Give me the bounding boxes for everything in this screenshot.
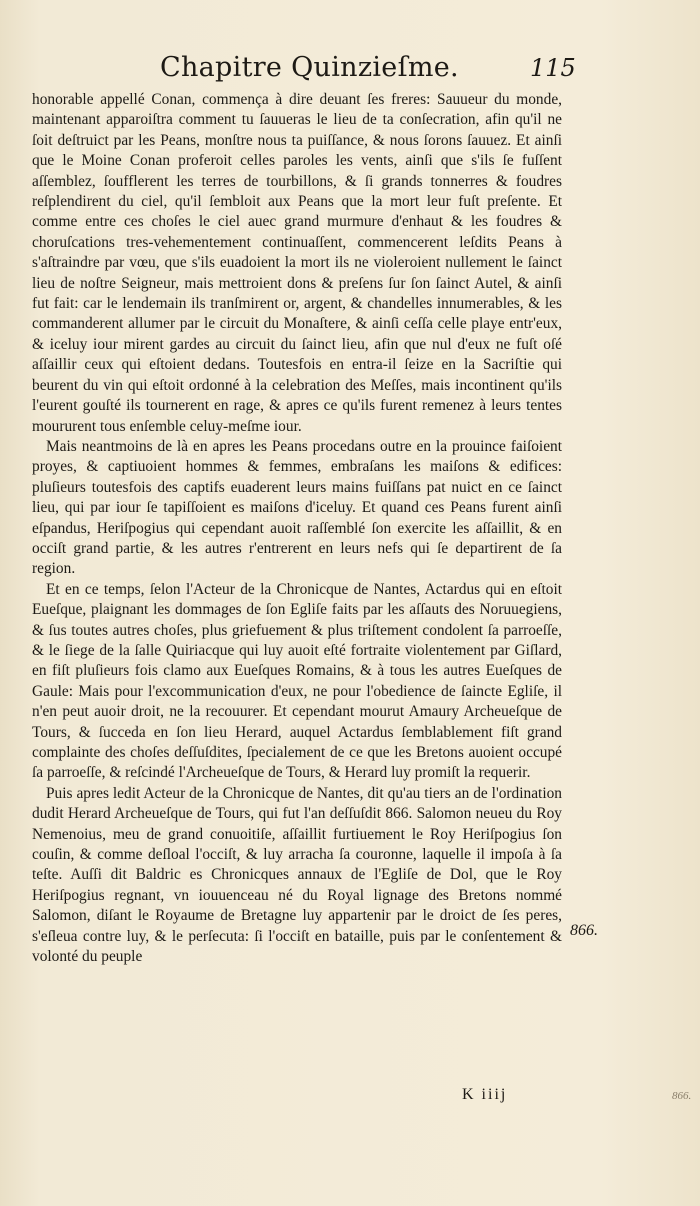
bleed-through-mark: 866. bbox=[672, 1090, 692, 1102]
folio-number: 115 bbox=[530, 54, 576, 82]
paragraph: Et en ce temps, ſelon l'Acteur de la Chronicque de Nantes, Actardus qui en eſtoit Eueſque, plaignant les dommages de ſon Egliſe faits par les aſſauts des Noruuegiens, & ſus toutes autres choſes, plus griefuement & plus triſtement condolent ſa parroeſſe, & le ſiege de la ſalle Quiriacque qui luy auoit eſté fortraite violentement par Giſlard, en fiſt pluſieurs fois clamo aux Eueſques Romains, & à tous les autres Eueſques de Gaule: Mais pour l'excommunication d'eux, ne pour l'obedience de ſaincte Egliſe, il n'en peut auoir droit, ne la recouurer. Et cependant mourut Amaury Archeueſque de Tours, & ſucceda en ſon lieu Herard, auquel Actardus ſemblablement fiſt grand complainte des choſes deſſuſdites, ſpecialement de ce que les Bretons auoient occupé ſa parroeſſe, & reſcindé l'Archeueſque de Tours, & Herard luy promiſt la requerir. bbox=[32, 580, 562, 782]
paragraph: honorable appellé Conan, commença à dire deuant ſes freres: Sauueur du monde, maintenant apparoiſtra comment tu ſauueras le lieu de ta conſecration, afin qu'il ne ſoit deſtruict par les Peans, monſtre nous ta puiſſance, & nous ſorons ſauuez. Et ainſi que le Moine Conan proferoit celles paroles les vents, ainſi que s'ils ſe fuſſent aſſemblez, ſoufflerent les terres de tourbillons, & ſi grands tonnerres & foudres reſplendirent du ciel, qu'il ſembloit aux Peans que la mort leur fuſt preſente. Et comme entre ces choſes le ciel auec grand murmure d'enhaut & les foudres & choruſcations tres-vehementement continuaſſent, commencerent leſdits Peans à s'aſtraindre par vœu, que s'ils euadoient la mort ils ne violeroient nullement le ſainct lieu de noſtre Seigneur, mais mettroient dons & preſens ſur ſon ſainct Autel, & ainſi fut fait: car le lendemain ils tranſmirent or, argent, & chandelles innumerables, & les commanderent allumer par le circuit du Monaſtere, & ainſi ceſſa celle playe entr'eux, & iceluy iour mirent gardes au circuit du ſainct lieu, afin que nul d'eux ne fuſt oſé aſſaillir ceux qui eſtoient dedans. Toutesfois en entra-il ſeize en la Sacriſtie qui beurent du vin qui eſtoit ordonné à la celebration des Meſſes, mais incontinent qu'ils l'eurent gouſté ils tournerent en rage, & apres ce qu'ils furent remenez à leurs tentes moururent tous enſemble celuy-meſme iour. bbox=[32, 91, 562, 435]
margin-note-year: 866. bbox=[570, 922, 598, 939]
running-head: Chapitre Quinzieſme. bbox=[160, 52, 459, 83]
signature-mark: K iiij bbox=[462, 1086, 508, 1103]
paragraph: Mais neantmoins de là en apres les Peans procedans outre en la prouince faiſoient proyes, & captiuoient hommes & femmes, embraſans les maiſons & edifices: pluſieurs toutesfois des captifs euaderent leurs mains fuiſſans pat nuict en ce ſainct lieu, qui par iour ſe tapiſſoient es maiſons d'iceluy. Et quand ces Peans furent ainſi eſpandus, Heriſpogius qui cependant auoit raſſemblé ſon exercite les aſſaillit, & en occiſt grand partie, & les autres r'entrerent en leurs nefs qui ſe departirent de ſa region. bbox=[32, 437, 562, 578]
page-header bbox=[0, 52, 700, 92]
paragraph: Puis apres ledit Acteur de la Chronicque de Nantes, dit qu'au tiers an de l'ordination dudit Herard Archeueſque de Tours, qui fut l'an deſſuſdit 866. Salomon neueu du Roy Nemenoius, meu de grand conuoitiſe, aſſaillit furtiuement le Roy Heriſpogius ſon couſin, & comme deſloal l'occiſt, & luy arracha ſa couronne, laquelle il impoſa à ſa teſte. Auſſi dit Baldric es Chronicques annaux de l'Egliſe de Dol, que le Roy Heriſpogius regnant, vn iouuenceau né du Royal lignage des Bretons nommé Salomon, diſant le Royaume de Bretagne luy appartenir par le droict de ſes peres, s'eſleua contre luy, & le perſecuta: ſi l'occiſt en bataille, puis par le conſentement & volonté du peuple bbox=[32, 784, 562, 966]
body-text bbox=[32, 90, 562, 967]
